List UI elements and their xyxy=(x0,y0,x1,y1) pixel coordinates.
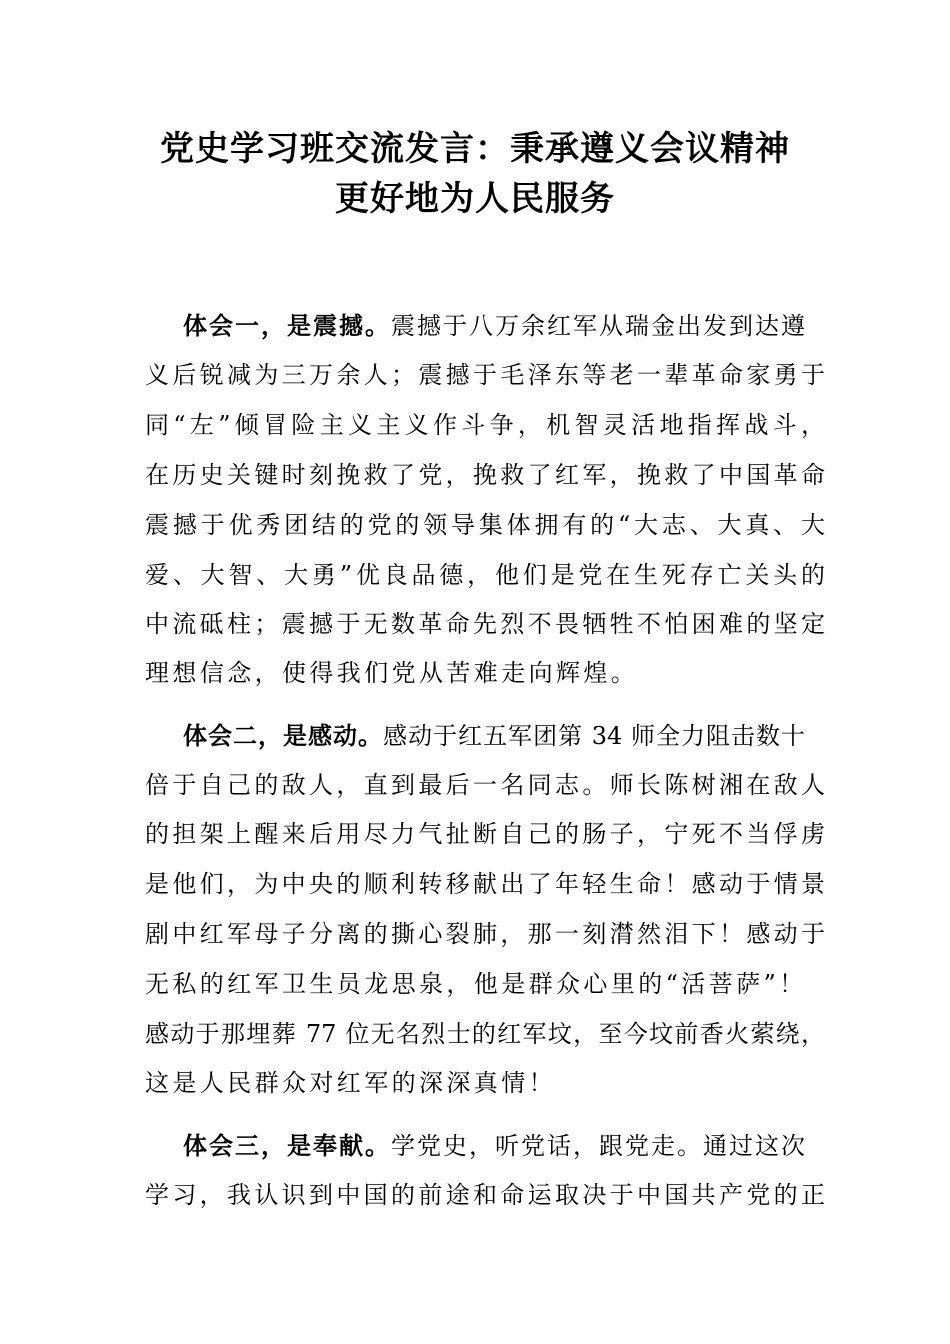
paragraph-1-line-5: 震撼于优秀团结的党的领导集体拥有的“大志、大真、大 xyxy=(145,511,825,539)
paragraph-2-line-1 xyxy=(183,718,805,754)
paragraph-2-line-5: 剧中红军母子分离的撕心裂肺，那一刻潸然泪下！感动于 xyxy=(145,920,825,948)
paragraph-3-line-1 xyxy=(183,1128,805,1164)
paragraph-1-line-4: 在历史关键时刻挽救了党，挽救了红军，挽救了中国革命 xyxy=(145,461,825,489)
paragraph-2-line-3: 的担架上醒来后用尽力气扯断自己的肠子，宁死不当俘虏 xyxy=(145,820,825,848)
paragraph-1-line-8: 理想信念，使得我们党从苦难走向辉煌。 xyxy=(145,659,639,687)
paragraph-1-line-2: 义后锐减为三万余人；震撼于毛泽东等老一辈革命家勇于 xyxy=(145,361,825,389)
paragraph-1-line-7: 中流砥柱；震撼于无数革命先烈不畏牺牲不怕困难的坚定 xyxy=(145,610,825,638)
paragraph-1-lead: 体会一，是震撼。 xyxy=(183,312,391,340)
paragraph-2-line-2: 倍于自己的敌人，直到最后一名同志。师长陈树湘在敌人 xyxy=(145,771,825,799)
paragraph-2-line-7: 感动于那埋葬 77 位无名烈士的红军坟，至今坟前香火萦绕， xyxy=(145,1020,825,1048)
paragraph-3-text: 学党史，听党话，跟党走。通过这次 xyxy=(391,1132,805,1160)
paragraph-1-line-3: 同“左”倾冒险主义主义作斗争，机智灵活地指挥战斗， xyxy=(145,411,825,439)
paragraph-1-line-1 xyxy=(183,308,805,344)
paragraph-2-line-4: 是他们，为中央的顺利转移献出了年轻生命！感动于情景 xyxy=(145,870,825,898)
paragraph-3-lead: 体会三，是奉献。 xyxy=(183,1132,391,1160)
paragraph-2-line-6: 无私的红军卫生员龙思泉，他是群众心里的“活菩萨”！ xyxy=(145,970,807,998)
paragraph-1-text: 震撼于八万余红军从瑞金出发到达遵 xyxy=(391,312,805,340)
paragraph-2-text: 感动于红五军团第 34 师全力阻击数十 xyxy=(383,722,806,750)
paragraph-1-line-6: 爱、大智、大勇”优良品德，他们是党在生死存亡关头的 xyxy=(145,561,825,589)
document-title-line-1: 党史学习班交流发言：秉承遵义会议精神 xyxy=(160,129,790,169)
paragraph-2-line-8: 这是人民群众对红军的深深真情！ xyxy=(145,1069,556,1097)
document-title-line-2: 更好地为人民服务 xyxy=(335,179,615,219)
paragraph-2-lead: 体会二，是感动。 xyxy=(183,722,384,750)
paragraph-3-line-2: 学习，我认识到中国的前途和命运取决于中国共产党的正 xyxy=(145,1181,825,1209)
